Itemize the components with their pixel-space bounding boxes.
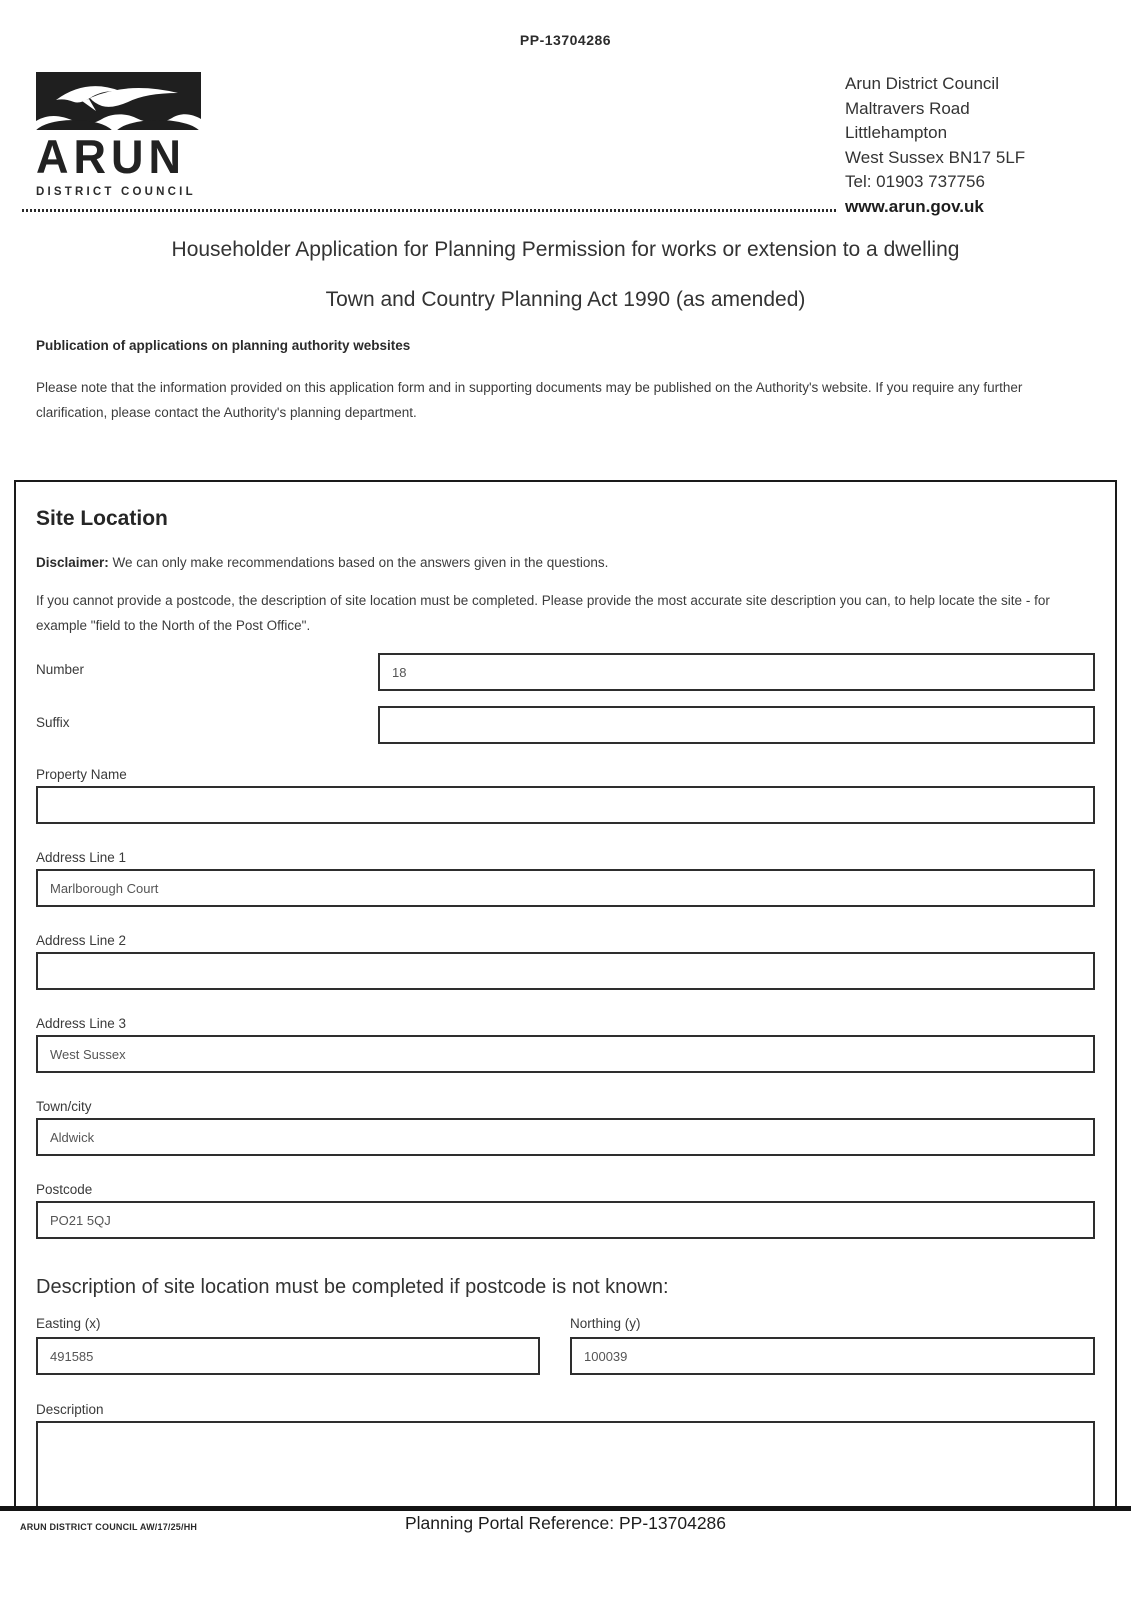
description-input[interactable]: [36, 1421, 1095, 1508]
document-subtitle: Town and Country Planning Act 1990 (as amended): [325, 288, 806, 311]
field-address-line-3: [36, 1016, 1095, 1073]
easting-input[interactable]: [36, 1337, 540, 1375]
document-title: Householder Application for Planning Permission for works or extension to a dwelling: [171, 238, 960, 261]
address-line-2-input[interactable]: [36, 952, 1095, 990]
header-divider: [22, 209, 838, 212]
field-easting: [36, 1316, 540, 1375]
number-input[interactable]: [378, 653, 1095, 691]
council-website-link: www.arun.gov.uk: [845, 196, 984, 216]
address-line-1-input[interactable]: [36, 869, 1095, 907]
site-location-disclaimer: [36, 550, 1095, 575]
field-address-line-1: [36, 850, 1095, 907]
address-line-2-label: Address Line 2: [36, 933, 127, 948]
council-address-block: [845, 72, 1025, 219]
council-telephone: Tel: 01903 737756: [845, 172, 985, 191]
northing-label: Northing (y): [570, 1316, 641, 1331]
postcode-instructions: If you cannot provide a postcode, the description of site location must be completed. Please provide the most accurate site description you can, to help locate the site - for example "field to the North of the Post Office".: [36, 593, 1050, 633]
property-name-label: Property Name: [36, 767, 127, 782]
field-property-name: [36, 767, 1095, 824]
arun-logo-bird-icon: [36, 72, 201, 130]
council-name: Arun District Council: [845, 74, 999, 93]
page-bottom-divider: [0, 1506, 1131, 1511]
portal-reference-top: PP-13704286: [519, 32, 612, 48]
address-line-3-input[interactable]: [36, 1035, 1095, 1073]
field-suffix: [36, 706, 1095, 744]
council-town: Littlehampton: [845, 123, 948, 142]
field-northing: [570, 1316, 1095, 1375]
logo-subtitle: DISTRICT COUNCIL: [36, 186, 196, 198]
arun-logo: [36, 72, 201, 198]
address-line-1-label: Address Line 1: [36, 850, 127, 865]
field-description: [36, 1402, 1095, 1508]
number-label: Number: [36, 662, 85, 677]
postcode-input[interactable]: [36, 1201, 1095, 1239]
town-city-input[interactable]: [36, 1118, 1095, 1156]
address-line-3-label: Address Line 3: [36, 1016, 127, 1031]
publication-note: Please note that the information provided on this application form and in supporting documents may be published on the Authority's website. If you require any further clarification, please contact the Authority's planning department.: [36, 380, 1023, 420]
coordinates-row: [36, 1316, 1095, 1375]
property-name-input[interactable]: [36, 786, 1095, 824]
field-number: [36, 653, 1095, 691]
description-label: Description: [36, 1402, 104, 1417]
postcode-label: Postcode: [36, 1182, 93, 1197]
disclaimer-text: We can only make recommendations based on the answers given in the questions.: [108, 555, 609, 570]
suffix-label: Suffix: [36, 715, 70, 730]
suffix-input[interactable]: [378, 706, 1095, 744]
council-county-postcode: West Sussex BN17 5LF: [845, 147, 1026, 167]
footer-form-code: ARUN DISTRICT COUNCIL AW/17/25/HH: [20, 1522, 198, 1532]
field-town-city: [36, 1099, 1095, 1156]
field-postcode: [36, 1182, 1095, 1239]
northing-input[interactable]: [570, 1337, 1095, 1375]
field-address-line-2: [36, 933, 1095, 990]
footer-portal-reference: Planning Portal Reference: PP-13704286: [404, 1513, 727, 1533]
disclaimer-label: Disclaimer:: [36, 555, 109, 570]
easting-label: Easting (x): [36, 1316, 101, 1331]
description-section-heading: Description of site location must be completed if postcode is not known:: [36, 1276, 669, 1298]
site-location-section: [14, 480, 1117, 1508]
publication-heading: Publication of applications on planning authority websites: [36, 338, 411, 353]
logo-name: ARUN: [36, 129, 186, 184]
town-city-label: Town/city: [36, 1099, 92, 1114]
site-location-title: Site Location: [36, 507, 168, 530]
council-street: Maltravers Road: [845, 98, 970, 118]
